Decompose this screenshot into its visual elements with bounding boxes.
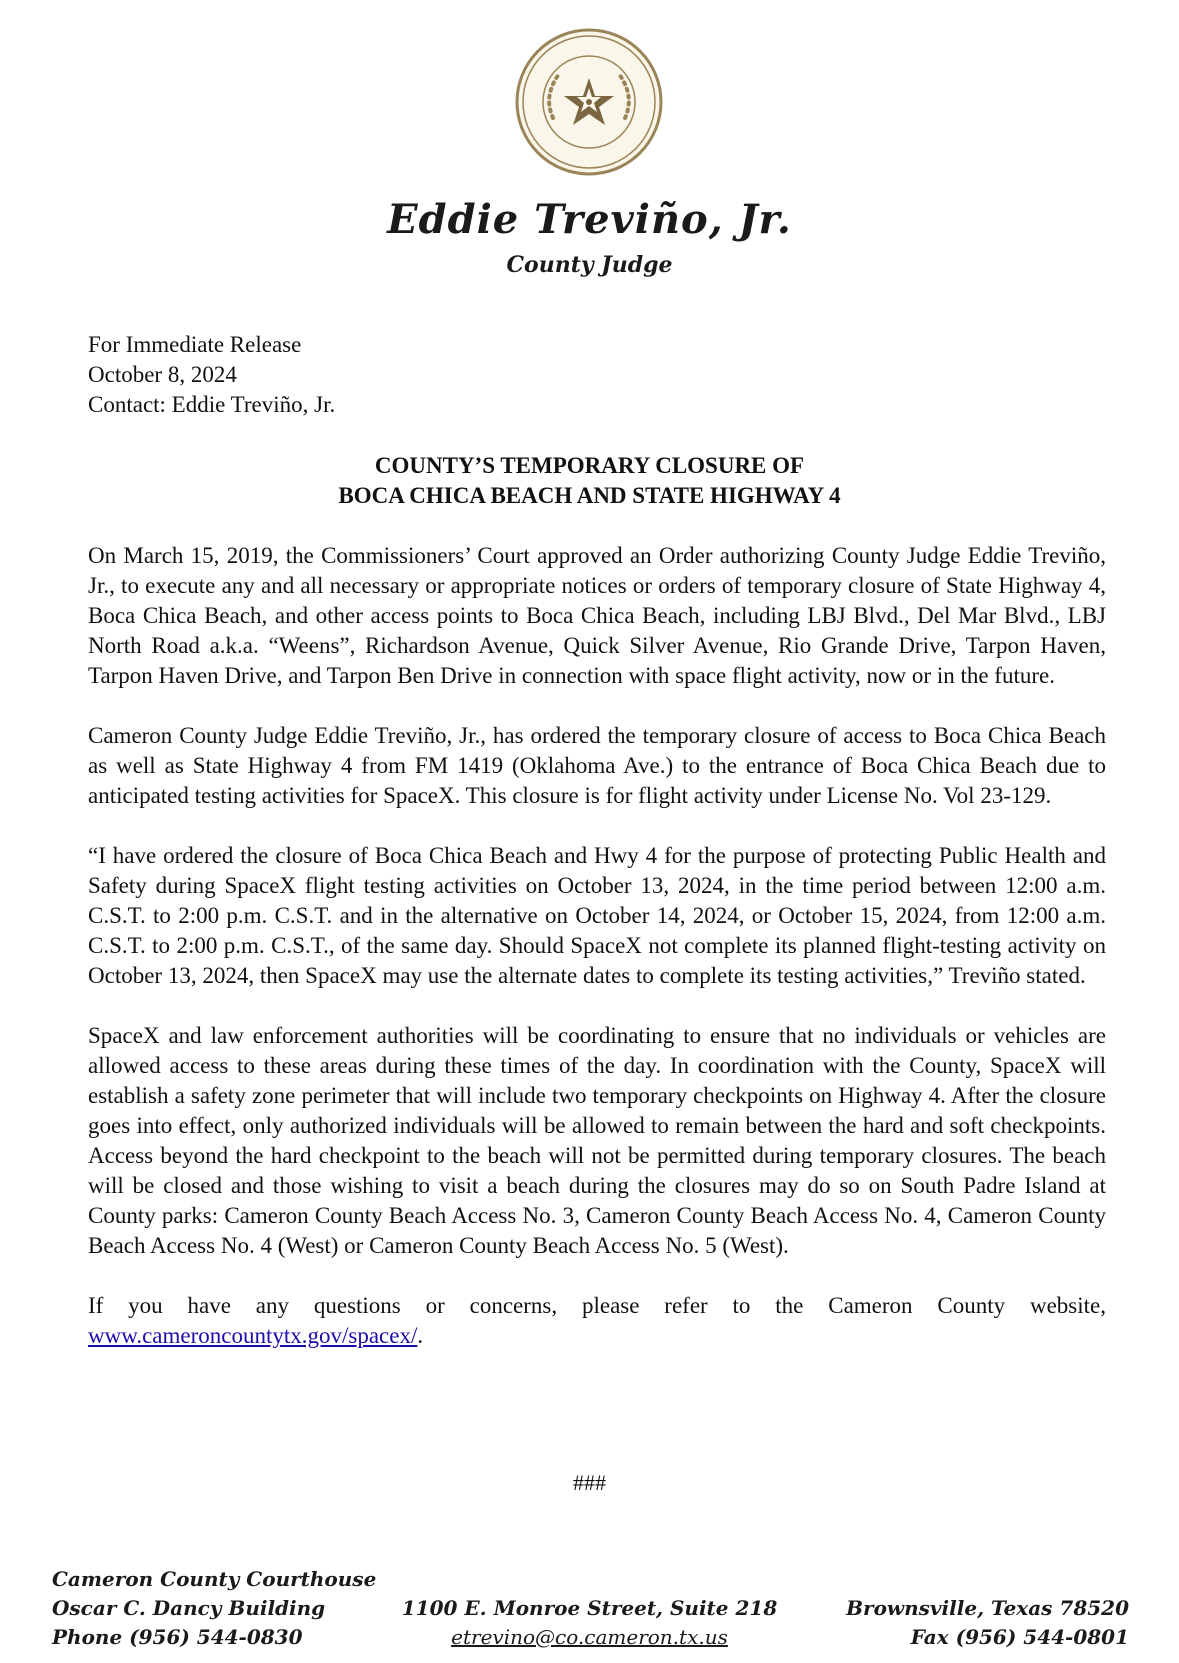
county-seal-icon [513,26,665,178]
footer-phone: Phone (956) 544-0830 [52,1625,303,1649]
headline-line-1: COUNTY’S TEMPORARY CLOSURE OF [374,453,805,478]
footer-dancy: Oscar C. Dancy Building [52,1596,326,1620]
footer-right [846,1594,1129,1652]
paragraph-quote: “I have ordered the closure of Boca Chica Beach and Hwy 4 for the purpose of protecting Public Health and Safety during SpaceX flight testing activities on October 13, 2024, in the time period between 12:00 a.m. C.S.T. to 2:00 p.m. C.S.T. and in the alternative on October 14, 2024, or October 15, 2024, from 12:00 a.m. C.S.T. to 2:00 p.m. C.S.T., of the same day. Should SpaceX not complete its planned flight-testing activity on October 13, 2024, then SpaceX may use the alternate dates to complete its testing activities,” Treviño stated. [88,843,1106,988]
footer-fax: Fax (956) 544-0801 [910,1625,1129,1649]
website-period: . [417,1323,424,1348]
footer-email[interactable]: etrevino@co.cameron.tx.us [451,1625,728,1649]
website-text: If you have any questions or concerns, please refer to the Cameron County website, [88,1293,1106,1318]
end-marker: ### [573,1470,606,1495]
paragraph-website [88,1291,1106,1351]
footer-building: Cameron County Courthouse [52,1567,377,1591]
release-contact: Contact: Eddie Treviño, Jr. [88,392,336,417]
county-seal [513,26,665,178]
paragraph-closure: Cameron County Judge Eddie Treviño, Jr., has ordered the temporary closure of access to Boca Chica Beach as well as State Highway 4 from FM 1419 (Oklahoma Ave.) to the entrance of Boca Chica Beach due to anticipated testing activities for SpaceX. This closure is for flight activity under License No. Vol 23-129. [88,723,1106,808]
release-date: October 8, 2024 [88,362,237,387]
press-release-body [88,541,1106,1381]
release-label: For Immediate Release [88,332,302,357]
website-link[interactable]: www.cameroncountytx.gov/spacex/ [88,1323,418,1348]
paragraph-checkpoints: SpaceX and law enforcement authorities will be coordinating to ensure that no individuals or vehicles are allowed access to these areas during these times of the day. In coordination with the County, SpaceX will establish a safety zone perimeter that will include two temporary checkpoints on Highway 4. After the closure goes into effect, only authorized individuals will be allowed to remain between the hard and soft checkpoints. Access beyond the hard checkpoint to the beach will not be permitted during temporary closures. The beach will be closed and those wishing to visit a beach during the closures may do so on South Padre Island at County parks: Cameron County Beach Access No. 3, Cameron County Beach Access No. 4, Cameron County Beach Access No. 4 (West) or Cameron County Beach Access No. 5 (West). [88,1023,1106,1258]
footer-address: 1100 E. Monroe Street, Suite 218 [401,1596,778,1620]
judge-title: County Judge [506,252,673,278]
release-info [88,330,335,420]
footer-city: Brownsville, Texas 78520 [846,1596,1129,1620]
headline-line-2: BOCA CHICA BEACH AND STATE HIGHWAY 4 [338,483,841,508]
headline [0,451,1179,511]
judge-name: Eddie Treviño, Jr. [387,196,792,243]
paragraph-order: On March 15, 2019, the Commissioners’ Court approved an Order authorizing County Judge Eddie Treviño, Jr., to execute any and all necessary or appropriate notices or orders of temporary closure of State Highway 4, Boca Chica Beach, and other access points to Boca Chica Beach, including LBJ Blvd., Del Mar Blvd., LBJ North Road a.k.a. “Weens”, Richardson Avenue, Quick Silver Avenue, Rio Grande Drive, Tarpon Haven, Tarpon Haven Drive, and Tarpon Ben Drive in connection with space flight activity, now or in the future. [88,543,1106,688]
